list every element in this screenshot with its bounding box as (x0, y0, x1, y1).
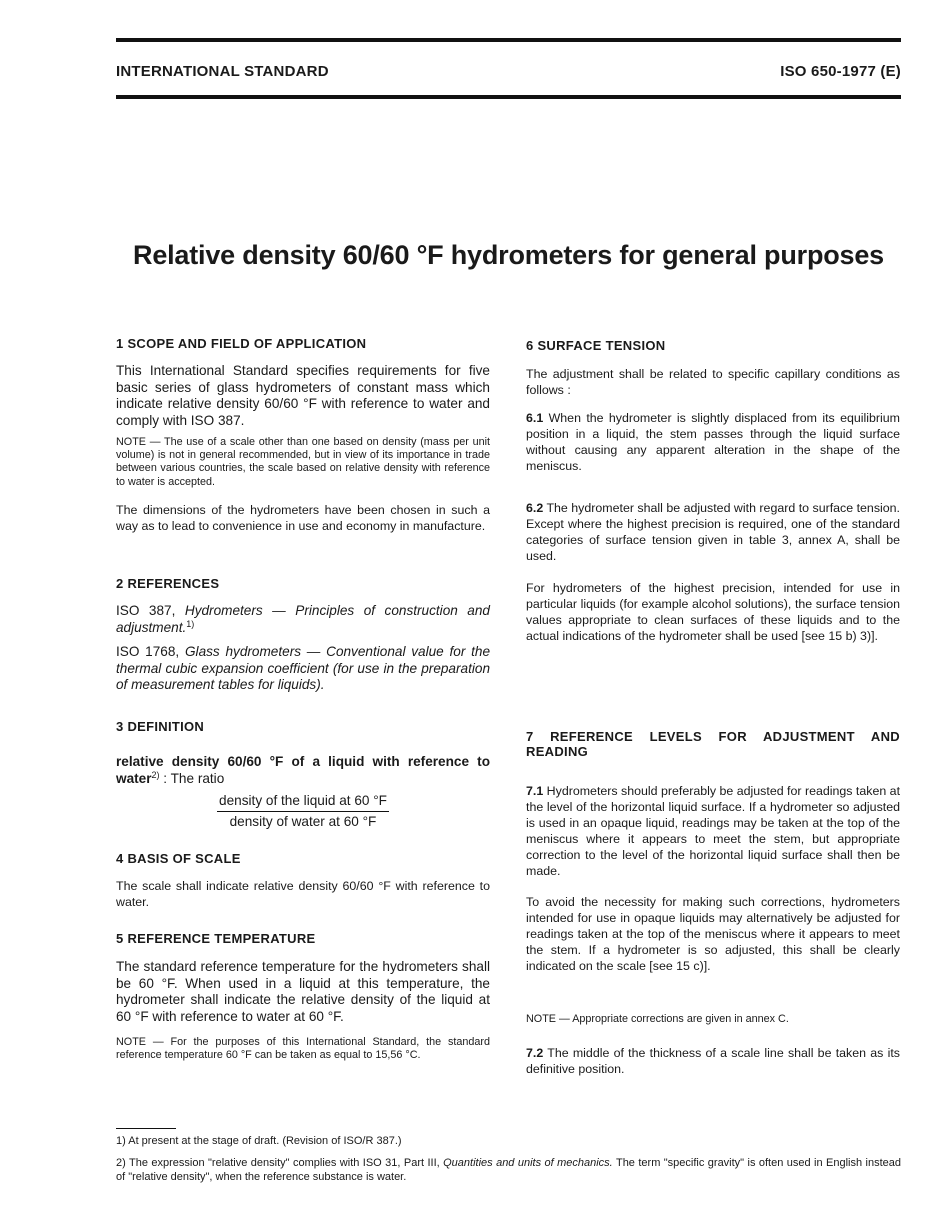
document-number: ISO 650-1977 (E) (780, 63, 901, 80)
ref-code: ISO 387, (116, 603, 176, 618)
clause-text: Hydrometers should preferably be adjusted for readings taken at the level of the horizontal liquid surface. If a hydrometer so adjusted is used in an opaque liquid, readings may be taken at the top of the meniscus where it appears to meet the stem, but appropriate correction to the level of the horizontal liquid surface shall then be made. (526, 784, 901, 878)
footnote-text-2: The term "specific gravity" is often used in English instead of "relative density", when the reference substance is water. (116, 1157, 902, 1183)
clause-6-2 (526, 500, 900, 564)
ratio-denominator: density of water at 60 °F (229, 814, 377, 829)
document-type: INTERNATIONAL STANDARD (116, 63, 329, 80)
section-7-heading: 7 REFERENCE LEVELS FOR ADJUSTMENT AND READING (526, 729, 900, 759)
ratio-numerator: density of the liquid at 60 °F (217, 791, 389, 812)
section-6-heading: 6 SURFACE TENSION (526, 338, 666, 353)
clause-6-1 (526, 410, 900, 474)
section-4-heading: 4 BASIS OF SCALE (116, 851, 241, 866)
section-1-paragraph: This International Standard specifies requirements for five basic series of glass hydrometers of constant mass which indicate relative density 60/60 °F with reference to water and comply with ISO 387. (116, 363, 490, 428)
clause-number: 6.1 (526, 411, 544, 425)
section-6-paragraph: The adjustment shall be related to specific capillary conditions as follows : (526, 367, 900, 397)
section-5-heading: 5 REFERENCE TEMPERATURE (116, 931, 316, 946)
section-3-heading: 3 DEFINITION (116, 719, 205, 734)
clause-number: 6.2 (526, 501, 544, 515)
section-7-note: NOTE — Appropriate corrections are given in annex C. (526, 1013, 789, 1025)
ratio-formula (116, 791, 490, 832)
clause-text: The hydrometer shall be adjusted with regard to surface tension. Except where the highest precision is required, one of the standard categories of surface tension given in table 3, annex A, shall be used. (526, 501, 900, 563)
footnote-1: 1) At present at the stage of draft. (Revision of ISO/R 387.) (116, 1135, 402, 1147)
ref-title: Glass hydrometers — Conventional value for the thermal cubic expansion coefficient (for use in the preparation of measurement tables for liquids). (116, 644, 491, 692)
section-1-heading: 1 SCOPE AND FIELD OF APPLICATION (116, 336, 367, 351)
footnote-ref: 2) (151, 769, 160, 780)
footnote-italic: Quantities and units of mechanics. (443, 1157, 613, 1169)
reference-iso-387 (116, 603, 490, 636)
ref-title: Hydrometers — Principles of construction and adjustment. (116, 603, 490, 635)
definition-text: : The ratio (159, 770, 225, 786)
clause-number: 7.1 (526, 784, 544, 798)
footnote-text: 2) The expression "relative density" complies with ISO 31, Part III, (116, 1157, 444, 1169)
defined-term: relative density 60/60 °F of a liquid with reference to water (116, 754, 490, 786)
clause-text: The middle of the thickness of a scale line shall be taken as its definitive position. (526, 1046, 900, 1076)
section-1-note: NOTE — The use of a scale other than one based on density (mass per unit volume) is not in general recommended, but in view of its importance in trade between various countries, the scale based on relative density with reference to water is accepted. (116, 436, 490, 488)
section-1-paragraph-2: The dimensions of the hydrometers have been chosen in such a way as to lead to convenience in use and economy in manufacture. (116, 503, 490, 533)
section-7-paragraph-2: To avoid the necessity for making such corrections, hydrometers intended for use in opaque liquids may alternatively be adjusted for readings taken at the top of the meniscus where it appears to meet the stem. If a hydrometer is so adjusted, this shall be clearly indicated on the scale [see 15 c)]. (526, 895, 900, 973)
definition (116, 754, 490, 787)
section-4-paragraph: The scale shall indicate relative density 60/60 °F with reference to water. (116, 879, 490, 909)
clause-text: When the hydrometer is slightly displaced from its equilibrium position in a liquid, the stem passes through the liquid surface without causing any apparent alteration in the shape of the meniscus. (526, 411, 900, 473)
section-5-note: NOTE — For the purposes of this International Standard, the standard reference temperature 60 °F can be taken as equal to 15,56 °C. (116, 1036, 490, 1062)
section-5-paragraph: The standard reference temperature for the hydrometers shall be 60 °F. When used in a liquid at this temperature, the hydrometer shall indicate the relative density of the liquid at 60 °F with reference to water at 60 °F. (116, 959, 490, 1024)
footnote-2 (116, 1157, 901, 1184)
reference-iso-1768 (116, 644, 490, 694)
clause-7-1 (526, 783, 900, 879)
header-bottom-rule (116, 95, 901, 99)
footnote-separator (116, 1128, 176, 1129)
section-6-paragraph-2: For hydrometers of the highest precision, intended for use in particular liquids (for example alcohol solutions), the surface tension values appropriate to clean surfaces of these liquids and to the actual indications of the hydrometer shall be used [see 15 b) 3)]. (526, 581, 900, 643)
footnote-ref: 1) (186, 618, 195, 629)
clause-7-2 (526, 1045, 900, 1077)
section-2-heading: 2 REFERENCES (116, 576, 220, 591)
clause-number: 7.2 (526, 1046, 544, 1060)
ref-code: ISO 1768, (116, 644, 180, 659)
page-title: Relative density 60/60 °F hydrometers for general purposes (133, 240, 884, 270)
header-top-rule (116, 38, 901, 42)
